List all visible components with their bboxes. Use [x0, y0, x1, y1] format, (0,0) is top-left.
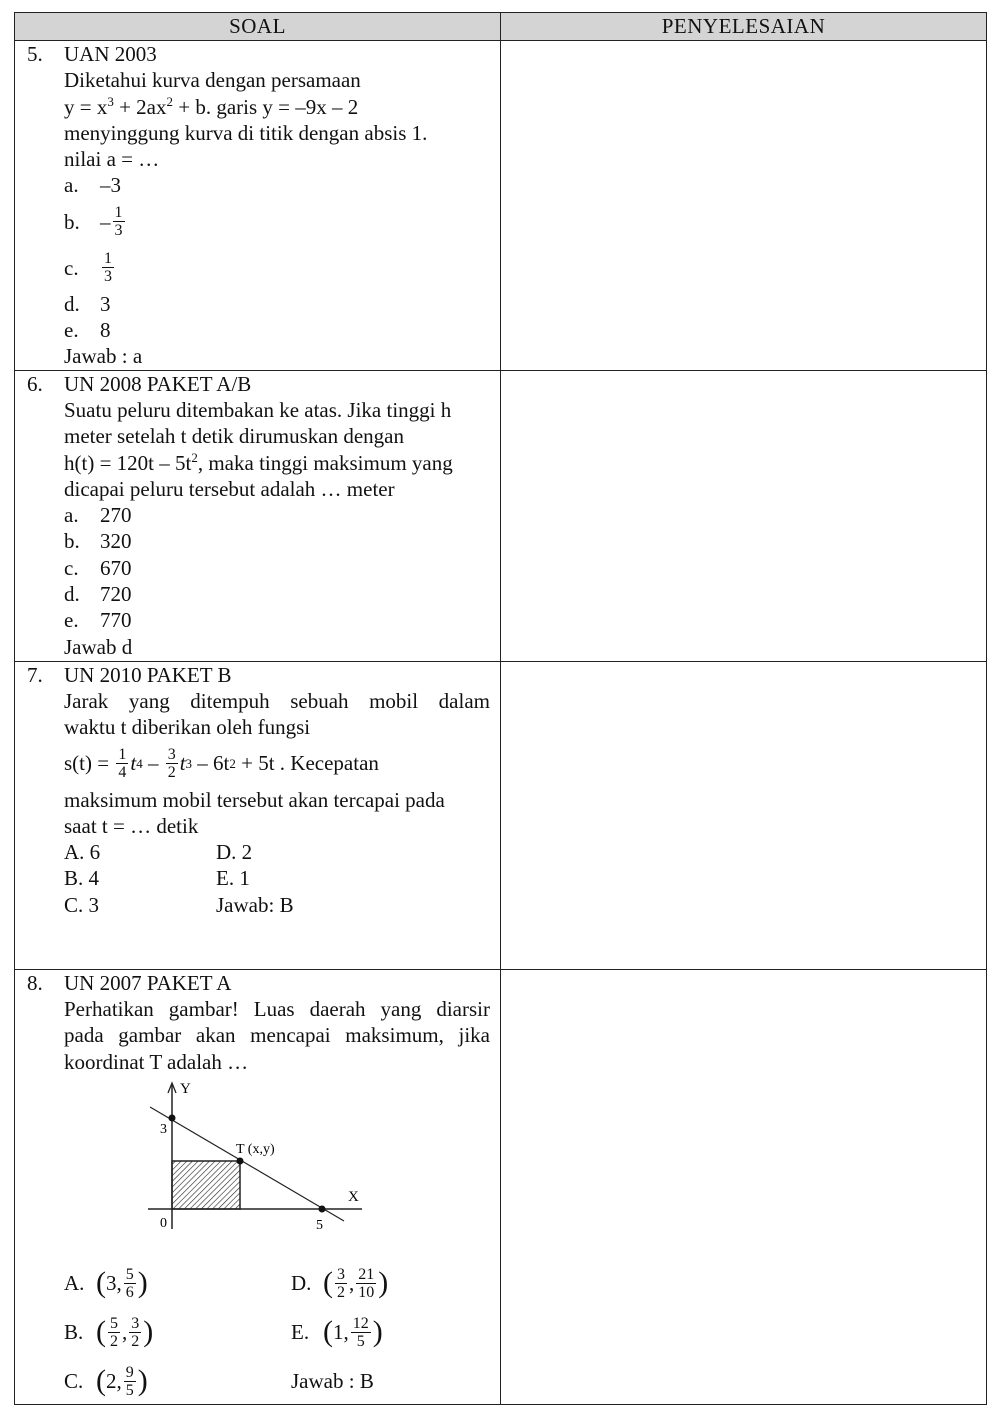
solution-cell-5	[501, 41, 987, 371]
solution-cell-8	[501, 969, 987, 1404]
question-cell-7	[15, 661, 501, 969]
fraction-denominator: 6	[125, 1283, 134, 1301]
eq-part: –	[142, 751, 164, 776]
question-source: UN 2010 PAKET B	[64, 662, 232, 687]
eq-part: h(t) = 120t – 5t	[64, 450, 192, 475]
header-soal: SOAL	[15, 13, 501, 41]
answer-option-a	[64, 172, 490, 198]
question-text-line: Diketahui kurva dengan persamaan	[64, 68, 361, 93]
eq-exponent: 3	[107, 93, 114, 109]
coord-x: 1	[333, 1320, 344, 1345]
answer-options	[64, 1261, 490, 1404]
option-value: 770	[100, 608, 132, 633]
fraction-denominator: 5	[356, 1332, 365, 1350]
option-value: 670	[100, 555, 132, 580]
question-source: UN 2007 PAKET A	[64, 970, 232, 995]
fraction-denominator: 2	[131, 1332, 140, 1350]
fraction-denominator: 2	[110, 1332, 118, 1350]
eq-part: , maka tinggi maksimum yang	[197, 450, 453, 475]
y-axis-label: Y	[180, 1080, 191, 1097]
option-label: b.	[64, 209, 80, 234]
origin-label: 0	[160, 1215, 167, 1231]
paren-open: (	[96, 1364, 106, 1398]
eq-fraction	[116, 746, 128, 781]
fraction-numerator: 12	[352, 1314, 369, 1332]
option-label: c.	[64, 555, 79, 580]
answer-option-c	[64, 555, 490, 581]
paren-close: )	[378, 1266, 389, 1300]
option-label: a.	[64, 503, 79, 528]
answer-option-a: A. 6	[64, 840, 101, 865]
fraction-numerator: 5	[110, 1314, 118, 1332]
fraction-numerator: 3	[167, 746, 176, 764]
solution-cell-6	[501, 370, 987, 661]
question-table	[14, 12, 987, 1405]
answer-option-d: D. 2	[216, 840, 253, 865]
question-cell-6	[15, 370, 501, 661]
fraction-denominator: 3	[104, 268, 112, 286]
option-value: 720	[100, 582, 132, 607]
fraction-denominator: 5	[125, 1381, 134, 1399]
option-label: A.	[64, 1271, 85, 1296]
question-row-5	[15, 41, 987, 371]
answer-option-d	[64, 581, 490, 607]
question-text-line: nilai a = …	[64, 147, 160, 172]
fraction-numerator: 3	[337, 1265, 345, 1283]
answer-option-e	[64, 317, 490, 343]
question-text-line: saat t = … detik	[64, 813, 199, 838]
question-equation	[64, 94, 490, 120]
option-label: D.	[291, 1271, 312, 1296]
eq-exponent: 2	[166, 93, 174, 109]
question-text-line: meter setelah t detik dirumuskan dengan	[64, 424, 404, 449]
answer-option-c	[64, 245, 490, 291]
coord-y-fraction	[124, 1266, 136, 1301]
answer-option-e: E. ( 1 , $\frac{12}{5}$ )	[291, 1314, 383, 1350]
answer-key: Jawab: B	[216, 892, 294, 917]
fraction-numerator: 21	[358, 1265, 375, 1283]
fraction-numerator: 1	[114, 204, 123, 222]
x-axis-label: X	[348, 1188, 359, 1205]
question-text-line: waktu t diberikan oleh fungsi	[64, 715, 311, 740]
question-equation	[64, 450, 490, 476]
answer-option-c: C. ( 2 , $\frac{9}{5}$ )	[64, 1363, 148, 1399]
paren-close: )	[137, 1266, 148, 1300]
question-text-line: Suatu peluru ditembakan ke atas. Jika tinggi h	[64, 397, 452, 422]
answer-option-b: B. 4	[64, 866, 100, 891]
option-label: B.	[64, 1320, 84, 1345]
paren-open: (	[323, 1315, 333, 1349]
answer-option-d: D. ( $\frac{3}{2}$ , $\frac{21}{10}$ )	[291, 1265, 389, 1301]
eq-exponent: 2	[191, 449, 198, 465]
worksheet	[14, 12, 987, 1405]
option-label: a.	[64, 173, 79, 198]
x-intercept-label: 5	[316, 1217, 323, 1233]
question-row-7	[15, 661, 987, 969]
eq-part: – 6t	[192, 751, 230, 776]
fraction-denominator: 3	[114, 222, 123, 240]
question-text-line: dicapai peluru tersebut adalah … meter	[64, 476, 395, 501]
option-fraction	[113, 204, 125, 239]
answer-option-a: A. ( 3 , $\frac{5}{6}$ )	[64, 1265, 148, 1301]
fraction-numerator: 1	[118, 746, 127, 764]
table-header-row	[15, 13, 987, 41]
question-number: 6.	[27, 371, 43, 396]
question-row-8	[15, 969, 987, 1404]
answer-option-d	[64, 291, 490, 317]
paren-close: )	[143, 1315, 154, 1349]
option-value: 270	[100, 503, 132, 528]
coord-x: 2	[106, 1369, 117, 1394]
fraction-numerator: 5	[125, 1265, 134, 1283]
eq-part: y = x	[64, 94, 108, 119]
answer-key: Jawab d	[64, 634, 133, 659]
question-cell-8	[15, 969, 501, 1404]
option-sign: –	[100, 209, 111, 234]
fraction-denominator: 2	[337, 1283, 345, 1301]
question-number: 7.	[27, 662, 43, 687]
answer-option-b: B. ( $\frac{5}{2}$ , $\frac{3}{2}$ )	[64, 1314, 154, 1350]
answer-option-b	[64, 528, 490, 554]
eq-variable: t	[179, 751, 186, 776]
option-label: d.	[64, 582, 80, 607]
question-row-6	[15, 370, 987, 661]
answer-key: Jawab : B	[291, 1369, 374, 1394]
eq-part: + 5t . Kecepatan	[235, 751, 379, 776]
option-label: d.	[64, 291, 80, 316]
fraction-denominator: 2	[167, 764, 176, 782]
y-intercept-point	[169, 1114, 176, 1121]
fraction-numerator: 1	[104, 250, 112, 268]
fraction-denominator: 10	[358, 1283, 375, 1301]
answer-option-c: C. 3	[64, 892, 100, 917]
option-label: e.	[64, 318, 79, 343]
shaded-rectangle	[172, 1161, 240, 1209]
coord-y-fraction	[351, 1315, 371, 1350]
fraction-numerator: 9	[125, 1363, 134, 1381]
question-number: 5.	[27, 42, 43, 66]
coord-y-fraction	[124, 1364, 136, 1399]
option-label: e.	[64, 608, 79, 633]
question-source: UAN 2003	[64, 42, 157, 66]
eq-variable: t	[130, 751, 137, 776]
paren-close: )	[372, 1315, 383, 1349]
answer-key: Jawab : a	[64, 344, 143, 369]
question-text-line: menyinggung kurva di titik dengan absis 1.	[64, 120, 428, 145]
question-text-line: maksimum mobil tersebut akan tercapai pada	[64, 787, 445, 812]
paren-open: (	[96, 1266, 106, 1300]
paren-close: )	[137, 1364, 148, 1398]
option-value: 3	[100, 291, 111, 316]
fraction-numerator: 3	[131, 1314, 140, 1332]
paren-open: (	[96, 1315, 106, 1349]
question-equation: s(t) = $\frac{1}{4}$ t 4 – $\frac{3}{2}$ t 3 – 6t 2 + 5t . Kecepatan	[64, 746, 379, 782]
question-text-line: pada gambar akan mencapai maksimum, jika	[64, 1023, 490, 1048]
graph-figure	[144, 1079, 374, 1239]
answer-option-b	[64, 199, 490, 245]
coord-y-fraction	[356, 1266, 376, 1301]
answer-option-e: E. 1	[216, 866, 250, 891]
answer-option-a	[64, 502, 490, 528]
option-label: C.	[64, 1369, 84, 1394]
option-value: 8	[100, 318, 111, 343]
coord-x-fraction	[335, 1266, 347, 1301]
point-t	[237, 1157, 244, 1164]
option-label: b.	[64, 529, 80, 554]
point-t-label: T (x,y)	[236, 1141, 275, 1157]
option-fraction	[102, 250, 114, 285]
paren-open: (	[323, 1266, 333, 1300]
question-text-line: koordinat T adalah …	[64, 1049, 249, 1074]
y-intercept-label: 3	[160, 1121, 167, 1137]
eq-part: s(t) =	[64, 751, 115, 776]
coord-y-fraction	[129, 1315, 141, 1350]
x-intercept-point	[319, 1205, 326, 1212]
option-label: E.	[291, 1320, 310, 1345]
option-value: –3	[100, 173, 121, 198]
option-label: c.	[64, 255, 79, 280]
question-cell-5	[15, 41, 501, 371]
option-value: 320	[100, 529, 132, 554]
header-penyelesaian: PENYELESAIAN	[501, 13, 987, 41]
eq-part: + 2ax	[113, 94, 167, 119]
answer-option-e	[64, 607, 490, 633]
eq-part: + b. garis y = –9x – 2	[173, 94, 359, 119]
question-number: 8.	[27, 970, 43, 995]
question-text-line: Jarak yang ditempuh sebuah mobil dalam	[64, 688, 490, 713]
coord-x: 3	[106, 1271, 117, 1296]
eq-fraction	[166, 746, 178, 781]
question-text-line: Perhatikan gambar! Luas daerah yang diarsir	[64, 996, 490, 1021]
answer-options	[64, 839, 490, 918]
fraction-denominator: 4	[118, 764, 127, 782]
solution-cell-7	[501, 661, 987, 969]
coord-x-fraction	[108, 1315, 120, 1350]
question-source: UN 2008 PAKET A/B	[64, 371, 252, 396]
